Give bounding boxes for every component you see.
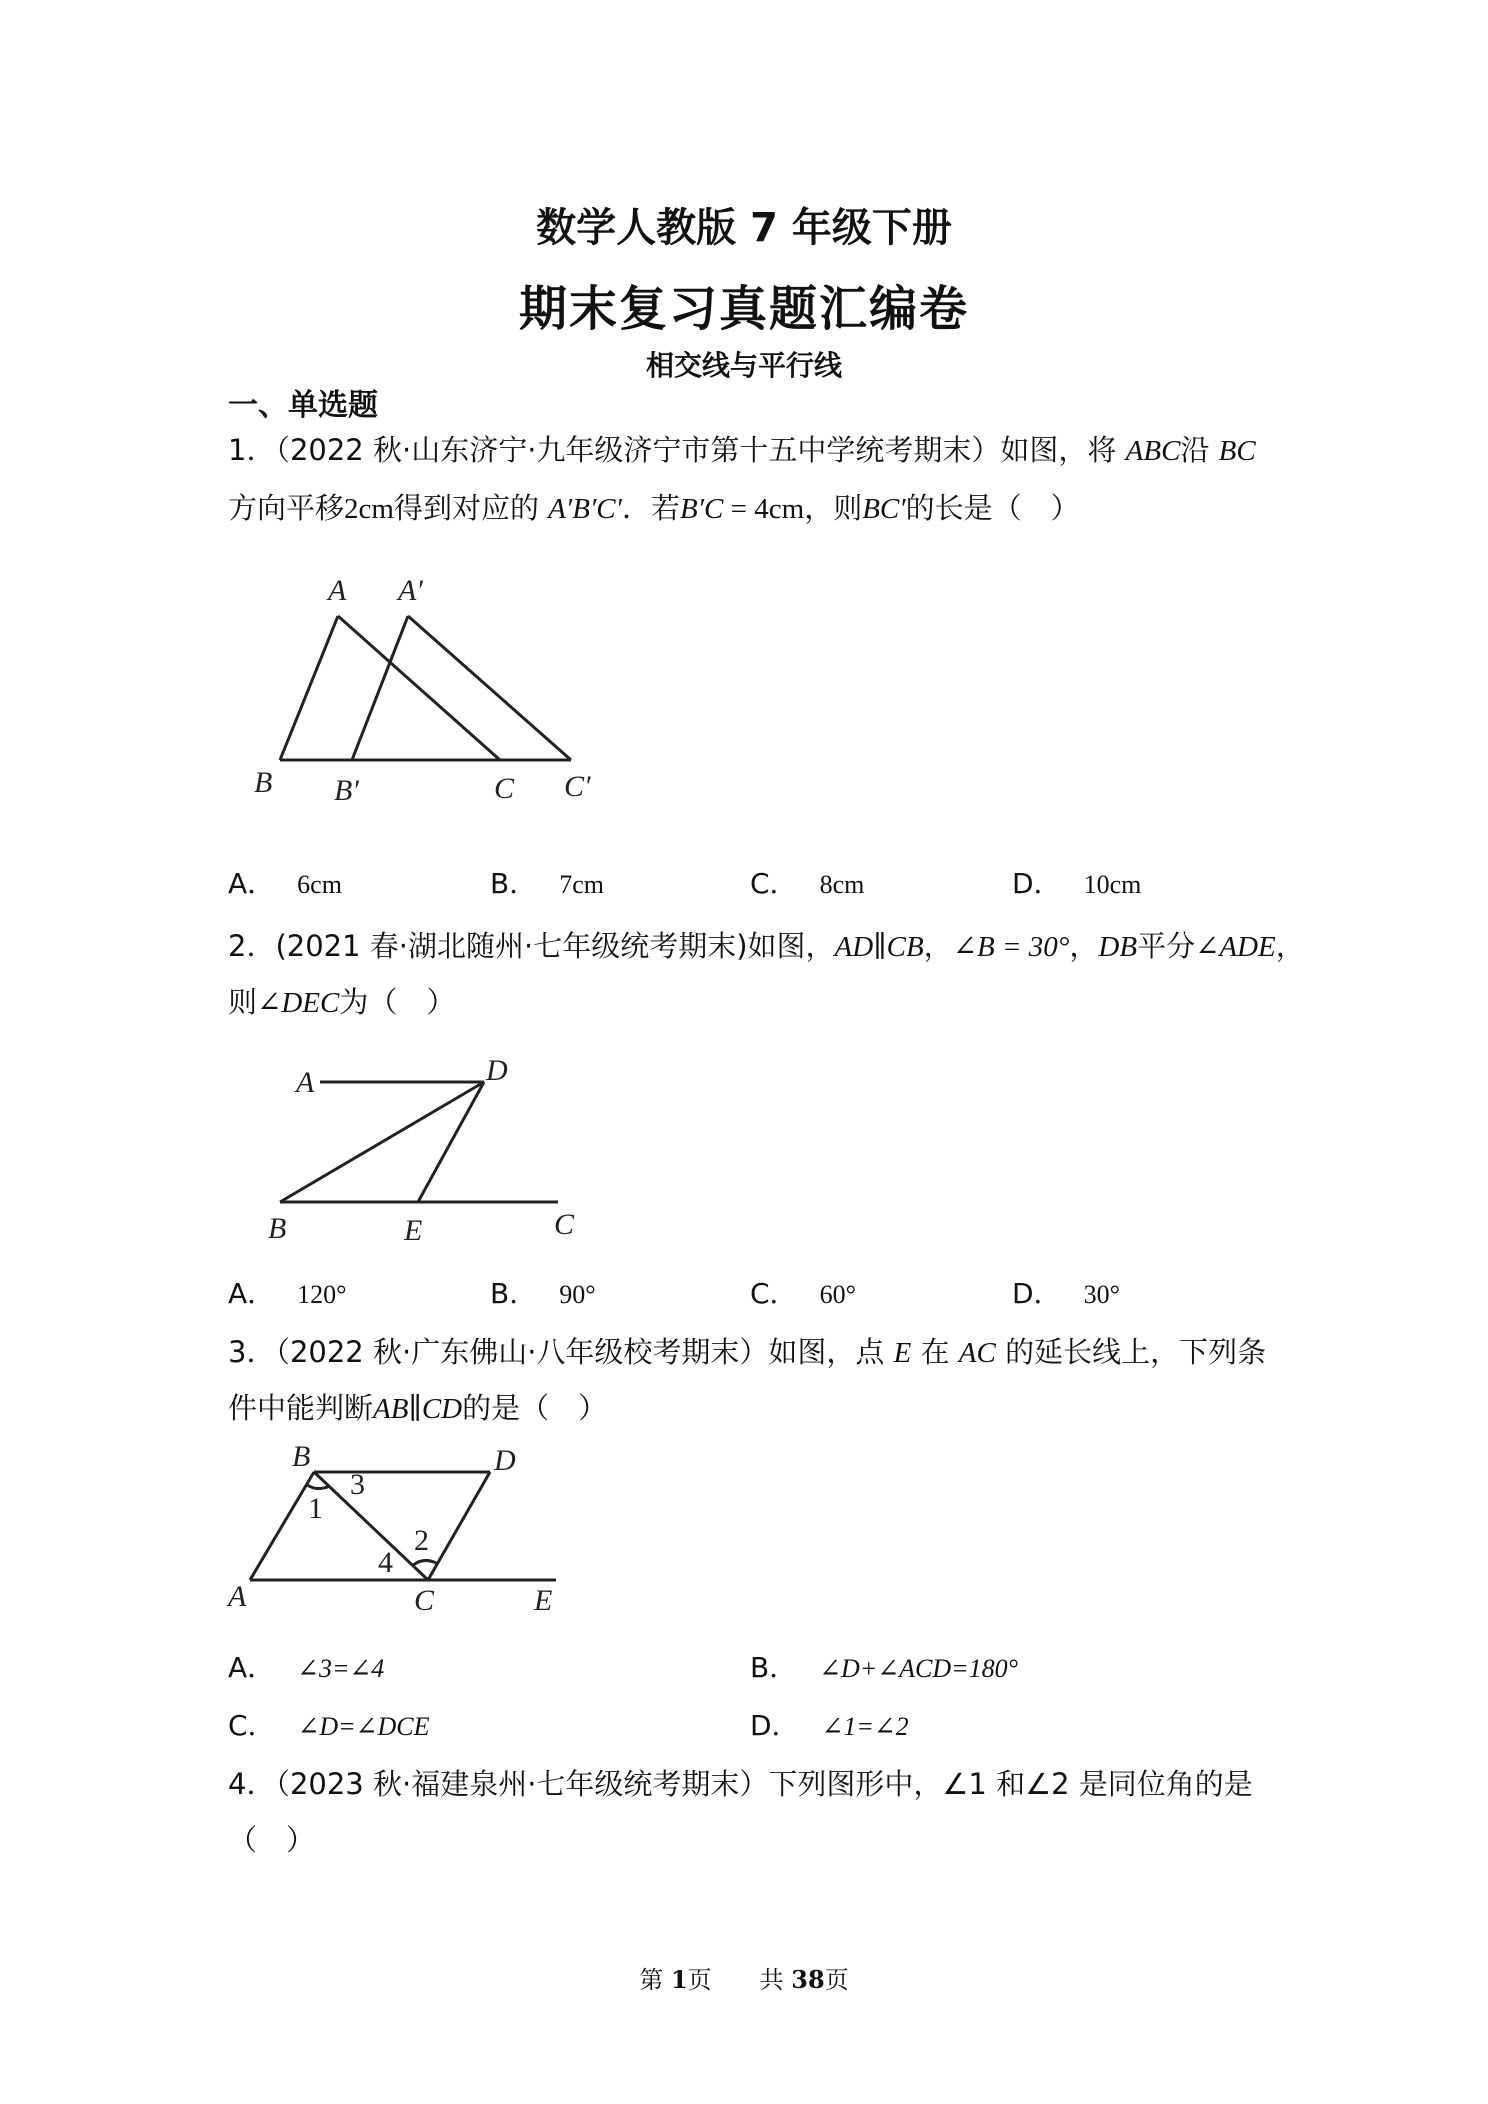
q1-option-a[interactable]: A． 6cm: [228, 867, 342, 900]
angle-label-4: 4: [378, 1546, 393, 1579]
question-3-line-2: 件中能判断AB∥CD的是（ ）: [228, 1391, 608, 1425]
label-E: E: [534, 1584, 553, 1617]
q3-option-b[interactable]: B． ∠D+∠ACD=180°: [750, 1651, 1019, 1684]
page-footer: 第 1页 共 38页: [639, 1965, 849, 1994]
label-C: C: [494, 772, 515, 805]
page-number: 1: [670, 1965, 688, 1994]
q1-option-b[interactable]: B． 7cm: [490, 867, 604, 900]
angle-label-2: 2: [414, 1524, 429, 1557]
q1-option-d[interactable]: D． 10cm: [1012, 867, 1142, 900]
figure-q3-parallelogram: [220, 1440, 580, 1620]
label-B: B: [254, 766, 273, 799]
q2-option-c[interactable]: C． 60°: [750, 1277, 856, 1310]
chapter-title: 相交线与平行线: [645, 349, 842, 382]
label-B: B: [268, 1212, 287, 1245]
label-A-prime: A′: [398, 574, 423, 607]
subtitle-grade: 数学人教版 7 年级下册: [536, 205, 952, 251]
page-title: 期末复习真题汇编卷: [518, 281, 969, 337]
label-B-prime: B′: [334, 774, 359, 807]
label-A: A: [296, 1066, 315, 1099]
question-1-line-1: 1．（2022 秋·山东济宁·九年级济宁市第十五中学统考期末）如图，将 ABC沿 BC: [228, 433, 1256, 467]
label-A: A: [328, 574, 347, 607]
question-2-line-1: 2．(2021 春·湖北随州·七年级统考期末)如图，AD∥CB，∠B = 30°，DB平分∠ADE，: [228, 929, 1305, 963]
q2-option-b[interactable]: B． 90°: [490, 1277, 596, 1310]
question-4-line-1: 4．（2023 秋·福建泉州·七年级统考期末）下列图形中，∠1 和∠2 是同位角的是: [228, 1767, 1253, 1801]
q3-option-c[interactable]: C． ∠D=∠DCE: [228, 1709, 430, 1742]
question-2-line-2: 则∠DEC为（ ）: [228, 985, 456, 1019]
question-3-line-1: 3．（2022 秋·广东佛山·八年级校考期末）如图，点 E 在 AC 的延长线上，下列条: [228, 1335, 1267, 1369]
label-D: D: [486, 1054, 508, 1087]
figure-q2-parallel-lines: [228, 1050, 628, 1250]
q2-option-a[interactable]: A． 120°: [228, 1277, 347, 1310]
label-C-prime: C′: [564, 770, 591, 803]
label-E: E: [404, 1214, 423, 1247]
label-D: D: [494, 1444, 516, 1477]
label-A: A: [228, 1580, 247, 1613]
q3-option-a[interactable]: A． ∠3=∠4: [228, 1651, 385, 1684]
q3-option-d[interactable]: D． ∠1=∠2: [750, 1709, 909, 1742]
q1-option-c[interactable]: C． 8cm: [750, 867, 865, 900]
label-B: B: [292, 1440, 311, 1473]
angle-label-1: 1: [308, 1492, 323, 1525]
page-total: 38: [791, 1965, 825, 1994]
question-1-line-2: 方向平移2cm得到对应的 A′B′C′．若B′C = 4cm，则BC′的长是（ ）: [228, 491, 1080, 525]
section-heading: 一、单选题: [228, 388, 378, 423]
angle-label-3: 3: [350, 1468, 365, 1501]
question-4-line-2: （ ）: [228, 1823, 316, 1857]
q2-option-d[interactable]: D． 30°: [1012, 1277, 1120, 1310]
figure-q1-triangles: [228, 560, 628, 830]
label-C: C: [414, 1584, 435, 1617]
label-C: C: [554, 1208, 575, 1241]
